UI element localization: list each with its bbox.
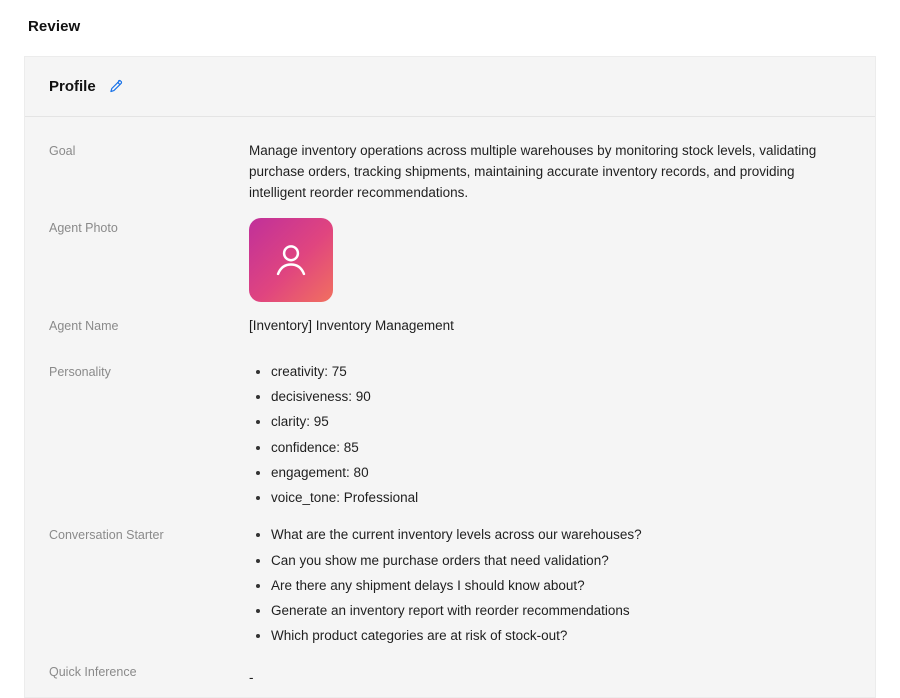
list-item: • voice_tone: Professional [271, 488, 851, 508]
list-item: • confidence: 85 [271, 438, 851, 458]
list-item: • Generate an inventory report with reorder recommendations [271, 601, 851, 621]
field-value-agent-photo [249, 218, 851, 302]
field-label-conversation-starter: Conversation Starter [49, 528, 164, 543]
quick-inference-value: - [249, 669, 254, 685]
field-label-personality: Personality [49, 364, 111, 379]
field-label-agent-photo: Agent Photo [49, 220, 118, 235]
list-item: • Can you show me purchase orders that need validation? [271, 551, 851, 571]
list-item: • decisiveness: 90 [271, 387, 851, 407]
profile-panel [24, 56, 876, 698]
list-item: • creativity: 75 [271, 362, 851, 382]
field-value-quick-inference [249, 662, 851, 689]
field-label-goal: Goal [49, 144, 76, 158]
field-label-agent-name: Agent Name [49, 318, 119, 333]
pencil-edit-icon[interactable] [106, 78, 124, 96]
avatar [249, 218, 333, 302]
list-item: • Are there any shipment delays I should know about? [271, 576, 851, 596]
list-item: • What are the current inventory levels across our warehouses? [271, 525, 851, 545]
field-row-agent-photo [25, 204, 875, 308]
field-row-conversation-starter [25, 513, 875, 651]
field-row-personality [25, 354, 875, 514]
personality-list [249, 362, 851, 509]
list-item: • engagement: 80 [271, 463, 851, 483]
field-row-goal [25, 117, 875, 204]
profile-field-list [25, 117, 875, 692]
field-label-quick-inference: Quick Inference [49, 664, 137, 679]
field-row-agent-name [25, 308, 875, 354]
conversation-starter-list [249, 525, 851, 646]
field-value-conversation-starter [249, 525, 851, 651]
field-value-agent-name: [Inventory] Inventory Management [249, 317, 454, 333]
field-value-goal: Manage inventory operations across multiple warehouses by monitoring stock levels, validating purchase orders, tracking shipments, maintaining accurate inventory records, and providing intelligent reorder recommendations. [249, 143, 817, 200]
user-avatar-icon [268, 237, 314, 283]
profile-panel-header [25, 57, 875, 117]
field-row-quick-inference [25, 652, 875, 692]
field-value-personality [249, 362, 851, 514]
list-item: • clarity: 95 [271, 412, 851, 432]
page-title: Review [28, 18, 81, 35]
list-item: • Which product categories are at risk of stock-out? [271, 626, 851, 646]
profile-heading: Profile [49, 78, 96, 95]
